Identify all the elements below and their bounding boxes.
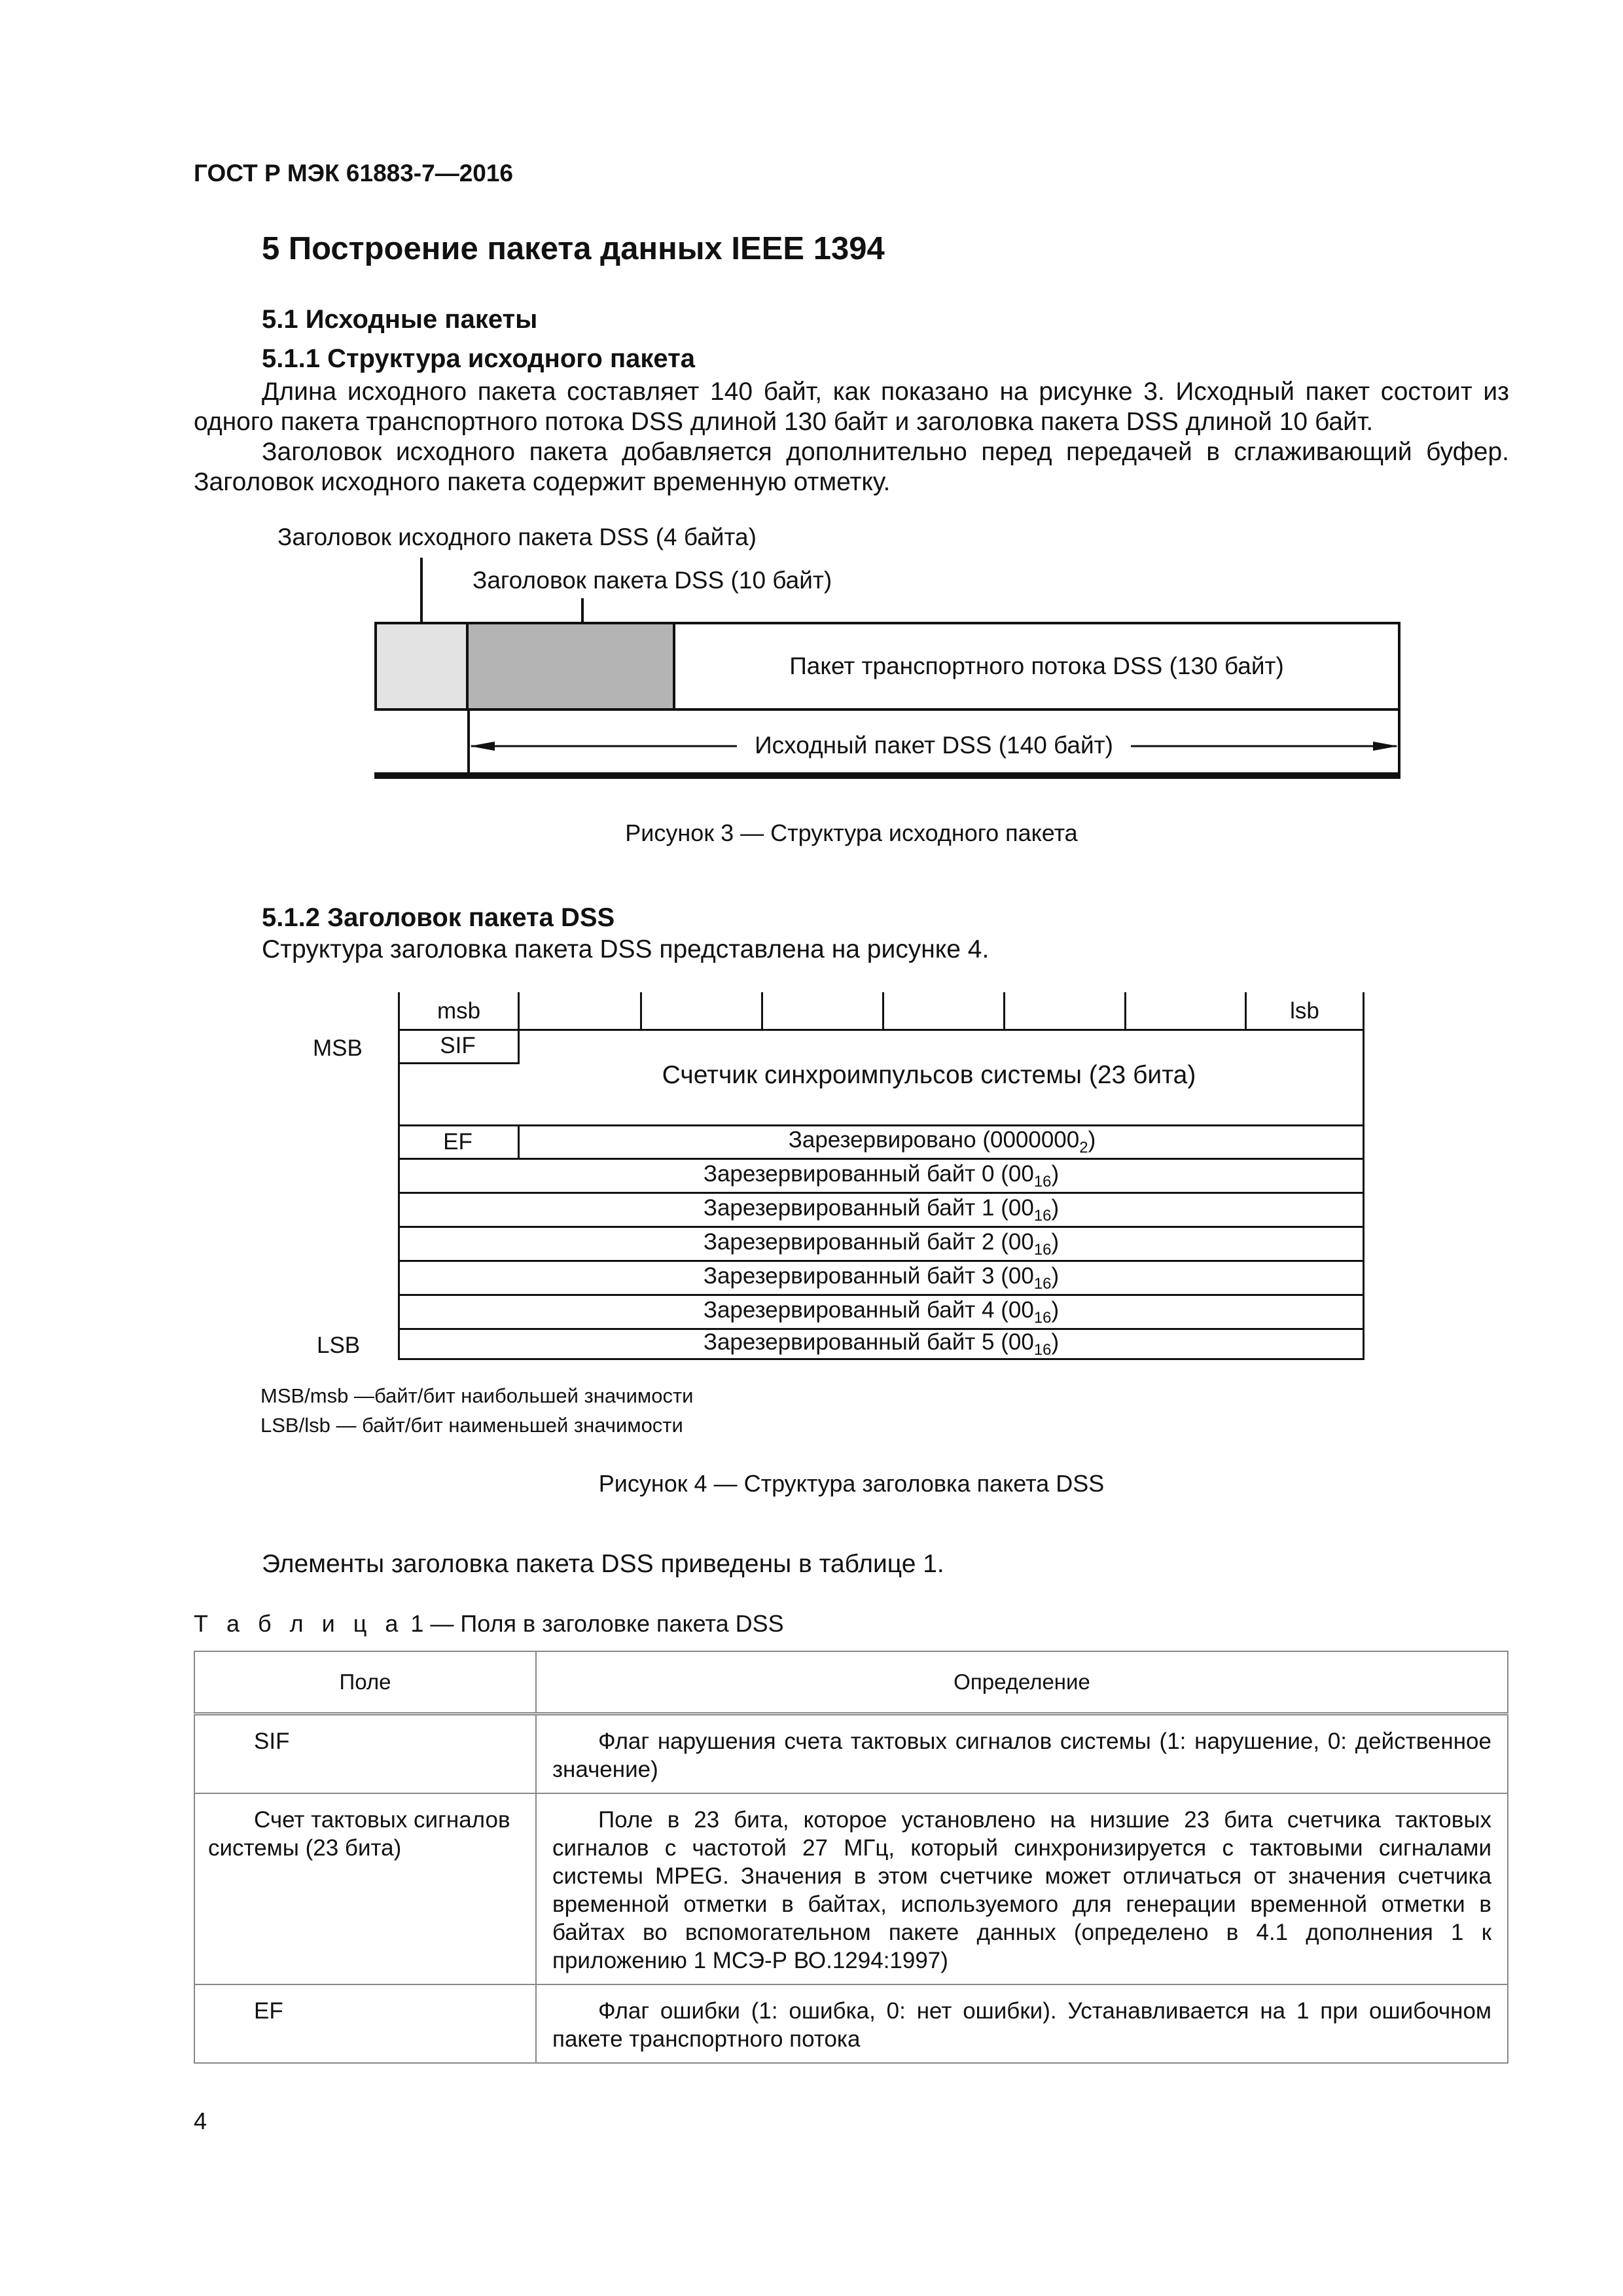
note-lsb: LSB/lsb — байт/бит наименьшей значимости bbox=[260, 1414, 683, 1437]
paragraph-figure4-intro bbox=[194, 935, 1509, 965]
reserved-byte-sub: 16 bbox=[1033, 1308, 1052, 1327]
definition-cell bbox=[536, 1793, 1508, 1984]
reserved-byte-row bbox=[398, 1330, 1364, 1358]
header-field: Поле bbox=[194, 1651, 536, 1714]
reserved-byte-text: Зарезервированный байт 4 (00 bbox=[703, 1297, 1034, 1323]
reserved-byte-text: Зарезервированный байт 1 (00 bbox=[703, 1194, 1034, 1221]
table-row bbox=[194, 1984, 1508, 2063]
reserved-byte-text: Зарезервированный байт 3 (00 bbox=[703, 1263, 1034, 1289]
baseline-bar bbox=[374, 772, 1400, 779]
paragraph-text: Заголовок исходного пакета добавляется дополнительно перед передачей в сглаживающий буфер. Заголовок исходного пакета содержит временную отметку. bbox=[194, 438, 1509, 496]
subsection-title-5-1: 5.1 Исходные пакеты bbox=[262, 305, 538, 334]
reserved-bits-cell bbox=[520, 1126, 1364, 1158]
figure-4-notes bbox=[260, 1381, 693, 1440]
lsb-bit-cell bbox=[1245, 992, 1364, 1030]
subsection-title-5-1-2: 5.1.2 Заголовок пакета DSS bbox=[262, 903, 615, 932]
note-msb: MSB/msb —байт/бит наибольшей значимости bbox=[260, 1384, 694, 1407]
table-1-title bbox=[194, 1610, 784, 1638]
figure-3-caption: Рисунок 3 — Структура исходного пакета bbox=[625, 819, 1078, 846]
field-text: Счет тактовых сигналов системы (23 бита) bbox=[208, 1807, 510, 1861]
table-row bbox=[194, 1714, 1508, 1794]
msb-row-label: MSB bbox=[313, 1035, 363, 1061]
reserved-byte-suffix: ) bbox=[1051, 1194, 1060, 1221]
reserved-byte-suffix: ) bbox=[1051, 1329, 1060, 1355]
pointer-line-header10 bbox=[581, 598, 584, 622]
definition-cell bbox=[536, 1984, 1508, 2063]
transport-packet-text: Пакет транспортного потока DSS (130 байт) bbox=[789, 653, 1284, 679]
counter-label: Счетчик синхроимпульсов системы (23 бита) bbox=[662, 1061, 1196, 1089]
reserved-bits-text: Зарезервировано (0000000 bbox=[788, 1127, 1080, 1153]
msb-bit-cell bbox=[398, 992, 520, 1030]
lsb-row-label: LSB bbox=[317, 1333, 361, 1358]
bit-divider bbox=[1003, 992, 1005, 1030]
msb-bit-label: msb bbox=[437, 998, 481, 1024]
section-title: 5 Построение пакета данных IEEE 1394 bbox=[262, 231, 885, 266]
ef-cell bbox=[398, 1126, 520, 1158]
counter-cell bbox=[398, 1041, 1364, 1110]
transport-packet-label bbox=[675, 624, 1398, 708]
label-dss-header-10-bytes: Заголовок пакета DSS (10 байт) bbox=[473, 567, 832, 594]
paragraph-text: Длина исходного пакета составляет 140 байт, как показано на рисунке 3. Исходный пакет состоит из одного пакета транспортного потока DSS длиной 130 байт и заголовка пакета DSS длиной 10 байт. bbox=[194, 378, 1509, 436]
reserved-byte-text: Зарезервированный байт 5 (00 bbox=[703, 1329, 1034, 1355]
reserved-byte-suffix: ) bbox=[1051, 1229, 1060, 1255]
paragraph-header-added bbox=[194, 437, 1509, 497]
bit-divider bbox=[882, 992, 884, 1030]
reserved-bits-suffix: ) bbox=[1088, 1127, 1096, 1153]
reserved-byte-row bbox=[398, 1228, 1364, 1260]
field-cell bbox=[194, 1714, 536, 1794]
ef-label: EF bbox=[443, 1129, 473, 1155]
field-text: SIF bbox=[254, 1729, 290, 1754]
table-label: Т а б л и ц а bbox=[194, 1610, 404, 1637]
table-row bbox=[194, 1793, 1508, 1984]
reserved-byte-suffix: ) bbox=[1051, 1263, 1060, 1289]
subsection-title-5-1-1: 5.1.1 Структура исходного пакета bbox=[262, 344, 695, 373]
reserved-byte-sub: 16 bbox=[1033, 1340, 1052, 1359]
reserved-byte-suffix: ) bbox=[1051, 1297, 1060, 1323]
reserved-byte-sub: 16 bbox=[1033, 1206, 1052, 1225]
reserved-byte-text: Зарезервированный байт 2 (00 bbox=[703, 1229, 1034, 1255]
dss-header-block bbox=[469, 624, 675, 708]
reserved-byte-suffix: ) bbox=[1051, 1160, 1060, 1187]
field-cell bbox=[194, 1793, 536, 1984]
field-text: EF bbox=[254, 1998, 283, 2024]
running-title: ГОСТ Р МЭК 61883-7—2016 bbox=[194, 160, 514, 187]
reserved-byte-sub: 16 bbox=[1033, 1172, 1052, 1191]
figure-4-caption: Рисунок 4 — Структура заголовка пакета DSS bbox=[598, 1470, 1105, 1497]
sif-label: SIF bbox=[440, 1032, 476, 1058]
reserved-byte-row bbox=[398, 1262, 1364, 1294]
lsb-bit-label: lsb bbox=[1290, 998, 1319, 1024]
bit-divider bbox=[640, 992, 642, 1030]
bit-divider bbox=[761, 992, 763, 1030]
reserved-byte-row bbox=[398, 1160, 1364, 1192]
source-header-block bbox=[377, 624, 469, 708]
table-title-text: 1 — Поля в заголовке пакета DSS bbox=[404, 1610, 784, 1637]
reserved-byte-row bbox=[398, 1296, 1364, 1328]
definition-cell bbox=[536, 1714, 1508, 1794]
table-intro: Элементы заголовка пакета DSS приведены в таблице 1. bbox=[262, 1550, 944, 1578]
paragraph-text: Структура заголовка пакета DSS представлена на рисунке 4. bbox=[262, 935, 990, 963]
reserved-byte-sub: 16 bbox=[1033, 1274, 1052, 1293]
page-number: 4 bbox=[194, 2108, 207, 2134]
label-source-header-4-bytes: Заголовок исходного пакета DSS (4 байта) bbox=[277, 524, 757, 550]
table-1 bbox=[194, 1651, 1508, 2064]
field-cell bbox=[194, 1984, 536, 2063]
bit-divider bbox=[1124, 992, 1126, 1030]
definition-text: Флаг ошибки (1: ошибка, 0: нет ошибки). Устанавливается на 1 при ошибочном пакете транспортного потока bbox=[552, 1998, 1491, 2052]
definition-text: Флаг нарушения счета тактовых сигналов системы (1: нарушение, 0: действенное значение) bbox=[552, 1729, 1491, 1782]
reserved-byte-text: Зарезервированный байт 0 (00 bbox=[703, 1160, 1034, 1187]
source-packet-label: Исходный пакет DSS (140 байт) bbox=[755, 732, 1113, 759]
table-header-row bbox=[194, 1651, 1508, 1714]
paragraph-structure bbox=[194, 377, 1509, 437]
reserved-byte-sub: 16 bbox=[1033, 1240, 1052, 1259]
reserved-byte-row bbox=[398, 1194, 1364, 1226]
reserved-bits-sub: 2 bbox=[1079, 1139, 1088, 1157]
definition-text: Поле в 23 бита, которое установлено на низшие 23 бита счетчика тактовых сигналов с частотой 27 МГц, который синхронизируется с тактовыми сигналами системы MPEG. Значения в этом счетчике может отличаться от значения счетчика временной отметки в байтах, используемого для генерации временной отметки в байтах во вспомогательном пакете данных (определено в 4.1 дополнения 1 к приложению 1 МСЭ-Р ВО.1294:1997) bbox=[552, 1807, 1491, 1973]
header-definition: Определение bbox=[536, 1651, 1508, 1714]
pointer-line-header4 bbox=[420, 558, 423, 622]
